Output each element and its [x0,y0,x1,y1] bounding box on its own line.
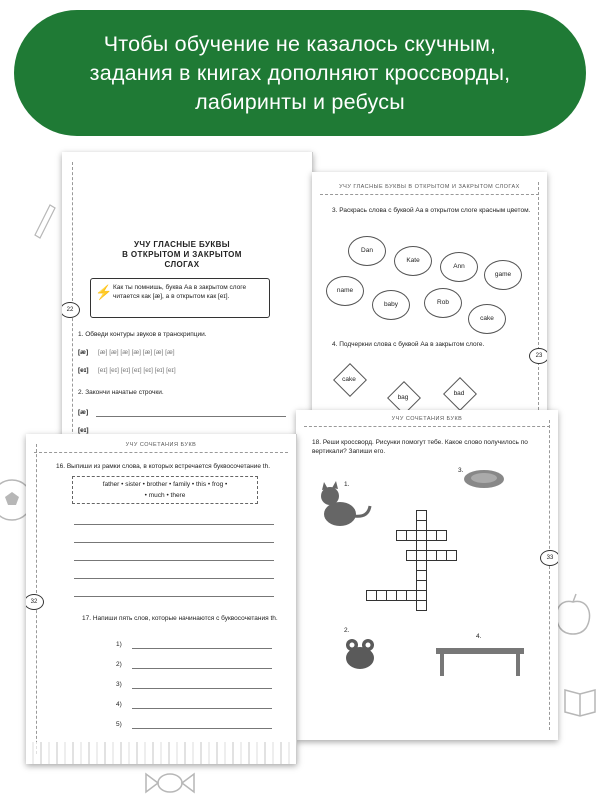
task-2: 2. Закончи начатые строчки. [78,389,164,396]
task-18: 18. Реши кроссворд. Рисунки помогут тебе. Какое слово получилось по вертикали? Запиши его. [312,439,528,455]
numbered-item-1: 1) [116,641,122,648]
writing-line [132,668,272,669]
page-number-badge: 33 [540,550,558,566]
picture-number-2: 2. [344,627,350,634]
page-number-badge: 23 [529,348,547,364]
word-bubble: cake [468,304,506,334]
line-ei-label: [eɪ] [78,427,89,434]
crossword-cell [436,530,447,541]
header-rule [304,426,550,427]
numbered-item-2: 2) [116,661,122,668]
page-border [538,182,539,430]
info-box [90,278,270,318]
writing-line [132,648,272,649]
doodle-footer [26,742,296,764]
writing-line [74,560,274,561]
diamond-label: cake [342,376,356,383]
plate-icon [462,468,506,490]
info-text: Как ты помнишь, буква Aa в закрытом слоге читается как [æ], а в открытом как [eɪ]. [113,284,247,300]
writing-line [96,416,286,417]
running-header: УЧУ ГЛАСНЫЕ БУКВЫ В ОТКРЫТОМ И ЗАКРЫТОМ СЛОГАХ [339,184,520,190]
word-box [72,476,258,504]
word-bubble: Ann [440,252,478,282]
row-ei-label: [eɪ] [78,367,89,374]
frog-icon [340,634,380,672]
numbered-item-4: 4) [116,701,122,708]
diamond-label: bad [453,390,465,397]
lightning-icon: ⚡ [95,284,113,300]
book1-right-page [312,172,547,440]
word-bubble: name [326,276,364,306]
word-bubble: game [484,260,522,290]
crossword-cell [406,530,417,541]
crossword-grid [366,510,496,620]
writing-line [74,578,274,579]
numbered-item-5: 5) [116,721,122,728]
writing-line [132,688,272,689]
crossword-cell [406,590,417,601]
book-doodle-icon [560,680,600,720]
crossword-cell [406,550,417,561]
crossword-cell [416,600,427,611]
title-line-1: УЧУ ГЛАСНЫЕ БУКВЫ [133,240,231,249]
task-4: 4. Подчеркни слова с буквой Aa в закрытом слоге. [332,341,485,348]
picture-number-1: 1. [344,481,350,488]
numbered-item-3: 3) [116,681,122,688]
row-ae-items: [æ] [æ] [æ] [æ] [æ] [æ] [æ] [98,349,175,356]
word-bubble: Rob [424,288,462,318]
banner-line-1: Чтобы обучение не казалось скучным, [103,31,497,56]
picture-number-3: 3. [458,467,464,474]
page-number-badge: 22 [62,302,80,318]
diamond-label: bag [397,394,409,401]
row-ei-items: [eɪ] [eɪ] [eɪ] [eɪ] [eɪ] [eɪ] [eɪ] [98,367,176,374]
writing-line [74,524,274,525]
writing-line [74,542,274,543]
task-16: 16. Выпиши из рамки слова, в которых встречается буквосочетание th. [56,463,271,470]
book2-right-page [296,410,558,740]
banner-line-3: лабиринты и ребусы [195,89,405,114]
row-ae-label: [æ] [78,349,89,356]
paint-doodle-icon [30,200,60,240]
title-line-2: В ОТКРЫТОМ И ЗАКРЫТОМ [122,250,242,259]
task-17: 17. Напиши пять слов, которые начинаются с буквосочетания th. [82,615,278,622]
running-header: УЧУ СОЧЕТАНИЯ БУКВ [125,442,197,448]
bench-icon [432,642,528,678]
line-ae-label: [æ] [78,409,89,416]
header-rule [320,194,539,195]
word-box-line-1: father • sister • brother • family • this • frog • [102,481,228,488]
candy-doodle-icon [140,768,200,798]
banner-line-2: задания в книгах дополняют кроссворды, [89,60,511,85]
picture-number-4: 4. [476,633,482,640]
word-bubble: Kate [394,246,432,276]
header-rule [34,452,288,453]
task-1: 1. Обведи контуры звуков в транскрипции. [78,331,207,338]
promo-banner [14,10,586,136]
word-bubble: Dan [348,236,386,266]
title-line-3: СЛОГАХ [164,260,200,269]
book1-left-page [62,152,313,457]
chapter-title [102,240,262,270]
word-box-line-2: • much • there [144,492,186,499]
book2-left-page [26,434,297,764]
crossword-cell [446,550,457,561]
word-bubble: baby [372,290,410,320]
writing-line [74,596,274,597]
running-header: УЧУ СОЧЕТАНИЯ БУКВ [391,416,463,422]
task-3: 3. Раскрась слова с буквой Aa в открытом слоге красным цветом. [332,207,531,214]
writing-line [132,728,272,729]
page-border [549,420,550,730]
writing-line [132,708,272,709]
page-number-badge: 32 [26,594,44,610]
